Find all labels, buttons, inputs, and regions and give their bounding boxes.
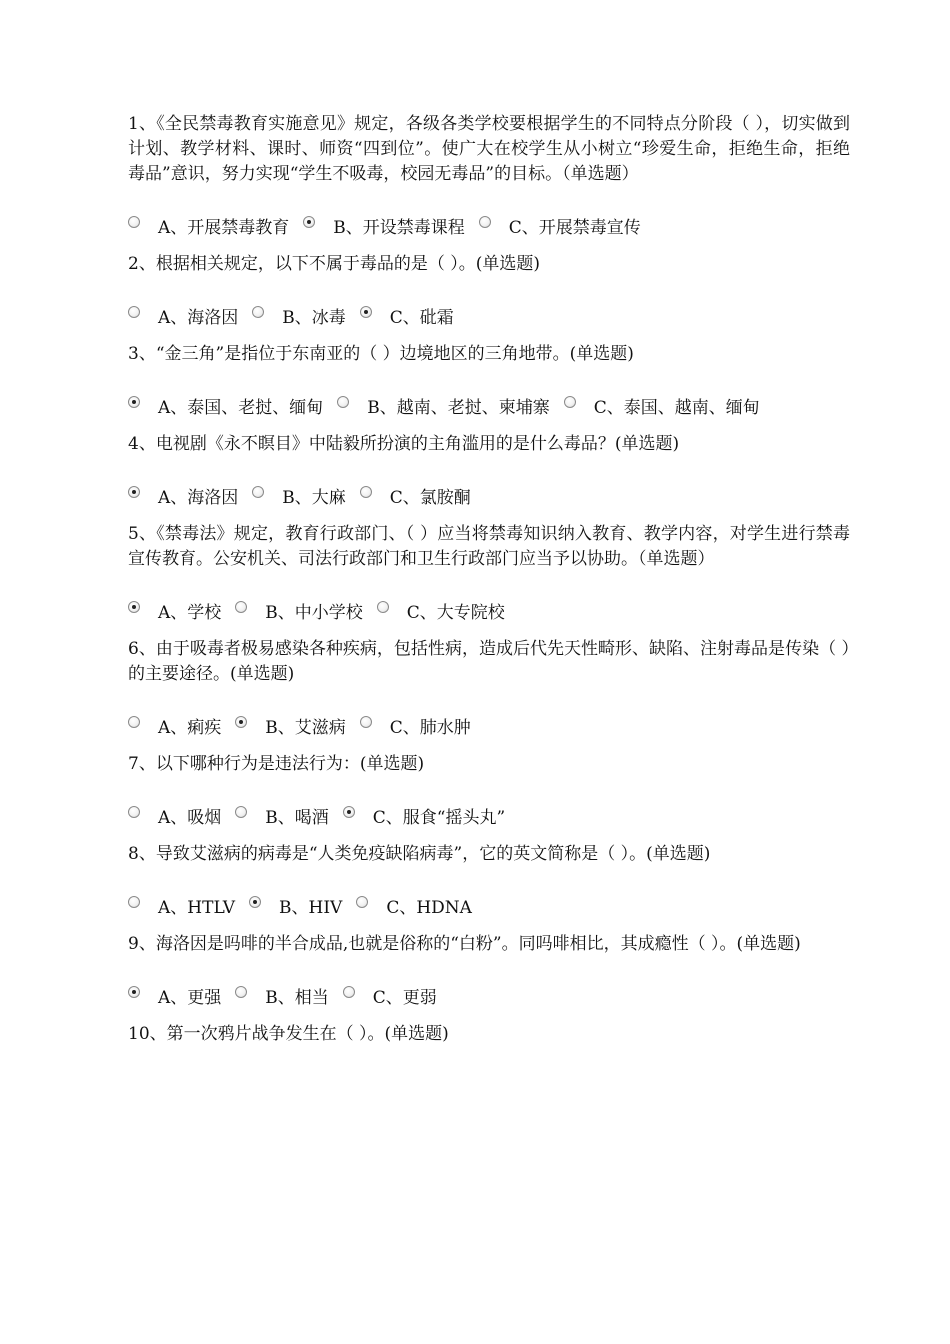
option-label: B、相当 <box>265 988 329 1008</box>
option-label: A、开展禁毒教育 <box>158 218 290 238</box>
question-10 <box>128 1022 850 1047</box>
option-label: A、痢疾 <box>158 718 222 738</box>
radio-unchecked-icon[interactable] <box>337 396 349 408</box>
option-label: A、海洛因 <box>158 308 239 328</box>
radio-unchecked-icon[interactable] <box>252 306 264 318</box>
question-text: 7、以下哪种行为是违法行为：(单选题) <box>128 754 425 774</box>
radio-checked-icon[interactable] <box>249 896 261 908</box>
option-c[interactable] <box>356 898 472 918</box>
option-label: C、大专院校 <box>406 603 505 623</box>
option-label: C、肺水肿 <box>389 718 471 738</box>
question-text: 4、电视剧《永不瞑目》中陆毅所扮演的主角滥用的是什么毒品？(单选题) <box>128 434 680 454</box>
option-c[interactable] <box>360 308 454 328</box>
question-1 <box>128 112 850 238</box>
radio-unchecked-icon[interactable] <box>128 216 140 228</box>
option-a[interactable] <box>128 808 221 828</box>
option-label: A、学校 <box>158 603 222 623</box>
radio-checked-icon[interactable] <box>128 486 140 498</box>
radio-unchecked-icon[interactable] <box>128 896 140 908</box>
radio-checked-icon[interactable] <box>235 716 247 728</box>
question-text: 10、第一次鸦片战争发生在（ ）。(单选题) <box>128 1024 449 1044</box>
radio-checked-icon[interactable] <box>343 806 355 818</box>
radio-unchecked-icon[interactable] <box>343 986 355 998</box>
option-label: A、更强 <box>158 988 222 1008</box>
option-b[interactable] <box>235 718 346 738</box>
option-label: B、大麻 <box>282 488 346 508</box>
question-text: 3、“金三角”是指位于东南亚的（ ）边境地区的三角地带。(单选题) <box>128 344 634 364</box>
question-6 <box>128 637 850 738</box>
option-b[interactable] <box>337 398 550 418</box>
option-label: A、泰国、老挝、缅甸 <box>158 398 324 418</box>
radio-unchecked-icon[interactable] <box>360 486 372 498</box>
option-label: B、中小学校 <box>265 603 363 623</box>
question-7 <box>128 752 850 828</box>
option-c[interactable] <box>360 488 471 508</box>
radio-unchecked-icon[interactable] <box>235 601 247 613</box>
option-a[interactable] <box>128 308 238 328</box>
radio-unchecked-icon[interactable] <box>235 806 247 818</box>
option-a[interactable] <box>128 898 235 918</box>
option-a[interactable] <box>128 218 289 238</box>
option-label: B、冰毒 <box>282 308 346 328</box>
options-group <box>128 978 850 1008</box>
options-group <box>128 208 850 238</box>
question-3 <box>128 342 850 418</box>
option-label: C、HDNA <box>386 898 472 918</box>
radio-unchecked-icon[interactable] <box>128 716 140 728</box>
radio-unchecked-icon[interactable] <box>235 986 247 998</box>
option-b[interactable] <box>235 603 363 623</box>
radio-checked-icon[interactable] <box>360 306 372 318</box>
question-text: 1、《全民禁毒教育实施意见》规定，各级各类学校要根据学生的不同特点分阶段（ ），切实做到计划、教学材料、课时、师资“四到位”。使广大在校学生从小树立“珍爱生命，拒绝生命，拒绝毒品”意识，努力实现“学生不吸毒，校园无毒品”的目标。（单选题） <box>128 114 850 184</box>
radio-unchecked-icon[interactable] <box>128 806 140 818</box>
option-c[interactable] <box>343 808 505 828</box>
option-c[interactable] <box>343 988 437 1008</box>
option-label: B、越南、老挝、柬埔寨 <box>367 398 550 418</box>
option-c[interactable] <box>377 603 505 623</box>
option-label: B、开设禁毒课程 <box>333 218 465 238</box>
options-group <box>128 593 850 623</box>
radio-unchecked-icon[interactable] <box>377 601 389 613</box>
option-b[interactable] <box>249 898 342 918</box>
option-c[interactable] <box>564 398 760 418</box>
radio-checked-icon[interactable] <box>128 986 140 998</box>
option-b[interactable] <box>303 218 465 238</box>
options-group <box>128 478 850 508</box>
options-group <box>128 388 850 418</box>
radio-unchecked-icon[interactable] <box>479 216 491 228</box>
option-b[interactable] <box>235 808 329 828</box>
question-list <box>128 112 850 1047</box>
option-a[interactable] <box>128 988 221 1008</box>
option-a[interactable] <box>128 603 221 623</box>
option-label: C、砒霜 <box>389 308 454 328</box>
question-text: 9、海洛因是吗啡的半合成品,也就是俗称的“白粉”。同吗啡相比，其成瘾性（ ）。(单选题) <box>128 934 801 954</box>
option-a[interactable] <box>128 488 238 508</box>
options-group <box>128 298 850 328</box>
question-text: 5、《禁毒法》规定，教育行政部门、（ ）应当将禁毒知识纳入教育、教学内容，对学生进行禁毒宣传教育。公安机关、司法行政部门和卫生行政部门应当予以协助。（单选题） <box>128 524 850 569</box>
option-b[interactable] <box>252 488 346 508</box>
question-4 <box>128 432 850 508</box>
option-label: C、服食“摇头丸” <box>372 808 506 828</box>
option-label: A、海洛因 <box>158 488 239 508</box>
option-a[interactable] <box>128 398 323 418</box>
question-8 <box>128 842 850 918</box>
radio-checked-icon[interactable] <box>128 601 140 613</box>
question-2 <box>128 252 850 328</box>
radio-unchecked-icon[interactable] <box>564 396 576 408</box>
options-group <box>128 888 850 918</box>
option-c[interactable] <box>479 218 641 238</box>
option-label: C、开展禁毒宣传 <box>508 218 641 238</box>
radio-unchecked-icon[interactable] <box>128 306 140 318</box>
option-c[interactable] <box>360 718 471 738</box>
option-label: B、喝酒 <box>265 808 329 828</box>
option-label: B、HIV <box>279 898 343 918</box>
question-5 <box>128 522 850 623</box>
radio-unchecked-icon[interactable] <box>252 486 264 498</box>
option-label: A、吸烟 <box>158 808 222 828</box>
radio-unchecked-icon[interactable] <box>356 896 368 908</box>
option-label: C、泰国、越南、缅甸 <box>593 398 760 418</box>
radio-checked-icon[interactable] <box>128 396 140 408</box>
options-group <box>128 798 850 828</box>
option-label: B、艾滋病 <box>265 718 346 738</box>
option-label: C、更弱 <box>372 988 437 1008</box>
option-label: A、HTLV <box>158 898 235 918</box>
options-group <box>128 708 850 738</box>
option-a[interactable] <box>128 718 221 738</box>
question-text: 2、根据相关规定，以下不属于毒品的是（ ）。(单选题) <box>128 254 540 274</box>
radio-checked-icon[interactable] <box>303 216 315 228</box>
question-text: 6、由于吸毒者极易感染各种疾病，包括性病，造成后代先天性畸形、缺陷、注射毒品是传染（ ）的主要途径。(单选题) <box>128 639 850 684</box>
option-label: C、氯胺酮 <box>389 488 471 508</box>
option-b[interactable] <box>235 988 329 1008</box>
option-b[interactable] <box>252 308 346 328</box>
radio-unchecked-icon[interactable] <box>360 716 372 728</box>
question-text: 8、导致艾滋病的病毒是“人类免疫缺陷病毒”，它的英文简称是（ ）。(单选题) <box>128 844 711 864</box>
question-9 <box>128 932 850 1008</box>
